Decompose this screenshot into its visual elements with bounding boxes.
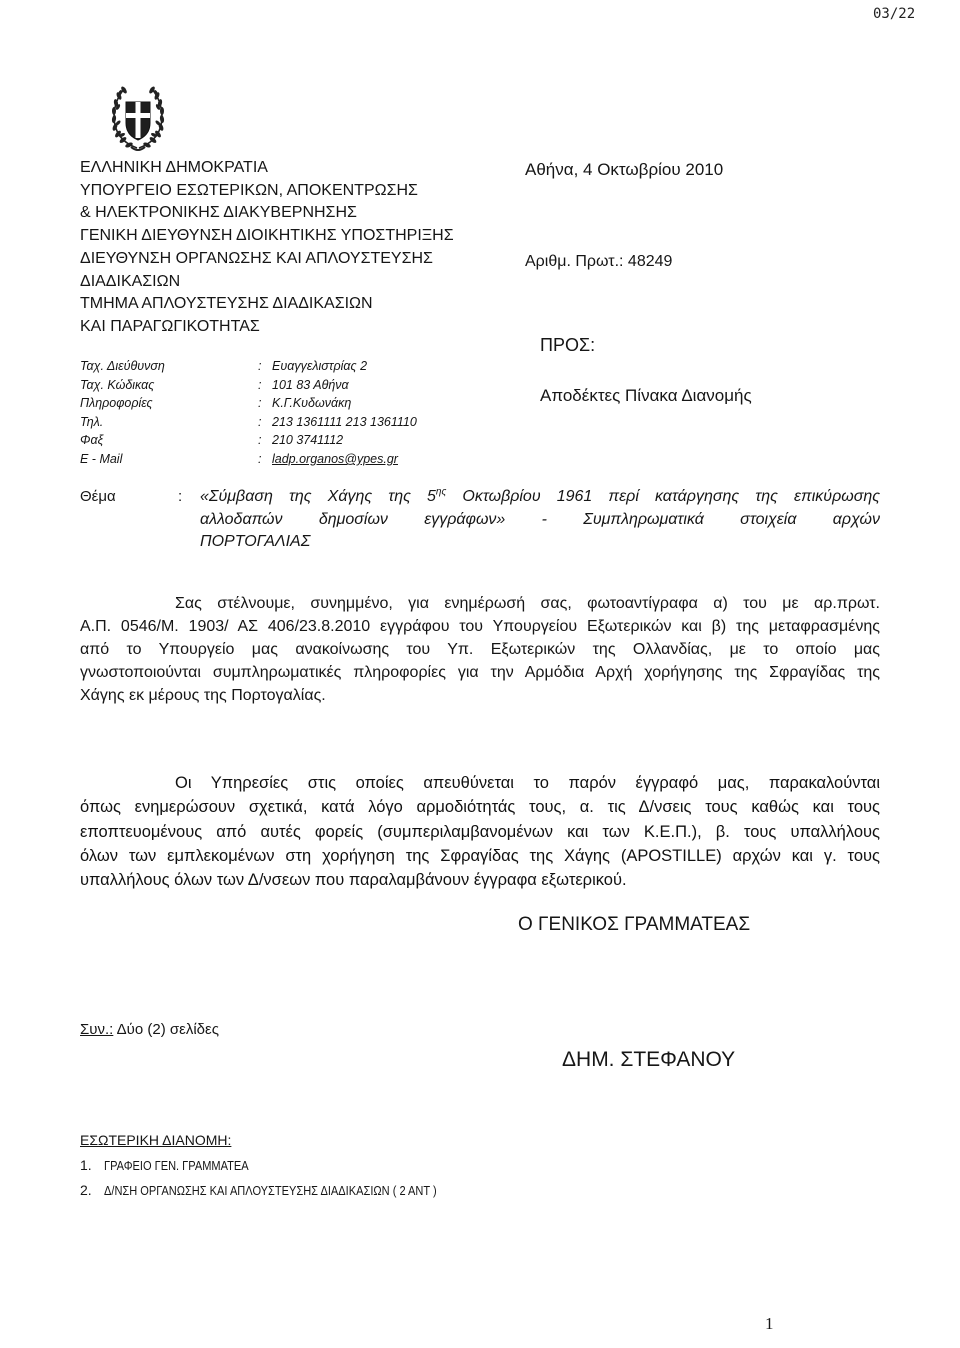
paragraph-line: Α.Π. 0546/Μ. 1903/ ΑΣ 406/23.8.2010 εγγράφου του Υπουργείου Εξωτερικών και β) της μεταφρασμένης bbox=[80, 618, 880, 635]
contact-value: 210 3741112 bbox=[272, 433, 344, 448]
recipient-value: Αποδέκτες Πίνακα Διανομής bbox=[540, 386, 752, 405]
recipient-label: ΠΡΟΣ: bbox=[540, 335, 596, 355]
contact-row-information bbox=[80, 394, 417, 413]
paragraph-line: Χάγης εκ μέρους της Πορτογαλίας. bbox=[80, 687, 326, 704]
list-item-number: 2. bbox=[80, 1182, 92, 1198]
paragraph-line: υπαλλήλους όλων των Δ/νσεων που παραλαμβάνουν έγγραφα εξωτερικού. bbox=[80, 871, 627, 889]
contact-row-fax bbox=[80, 431, 417, 450]
contact-row-email bbox=[80, 450, 417, 469]
paragraph-line: από το Υπουργείο μας ανακοίνωσης του Υπ. Εξωτερικών της Ολλανδίας, με το οποίο μας bbox=[80, 641, 880, 658]
attachments-note bbox=[80, 1020, 219, 1040]
header-line-ministry-cont: & ΗΛΕΚΤΡΟΝΙΚΗΣ ΔΙΑΚΥΒΕΡΝΗΣΗΣ bbox=[80, 204, 357, 222]
contact-details bbox=[80, 357, 417, 469]
header-line-directorate-cont: ΔΙΑΔΙΚΑΣΙΩΝ bbox=[80, 272, 181, 290]
page-number: 1 bbox=[765, 1314, 774, 1333]
header-line-ministry: ΥΠΟΥΡΓΕΙΟ ΕΣΩΤΕΡΙΚΩΝ, ΑΠΟΚΕΝΤΡΩΣΗΣ bbox=[80, 181, 418, 199]
internal-distribution-title: ΕΣΩΤΕΡΙΚΗ ΔΙΑΝΟΜΗ: bbox=[80, 1132, 232, 1148]
shield-with-cross bbox=[126, 102, 150, 140]
place-and-date: Αθήνα, 4 Οκτωβρίου 2010 bbox=[525, 160, 724, 179]
contact-value: 101 83 Αθήνα bbox=[272, 377, 349, 392]
header-line-directorate: ΔΙΕΥΘΥΝΣΗ ΟΡΓΑΝΩΣΗΣ ΚΑΙ ΑΠΛΟΥΣΤΕΥΣΗΣ bbox=[80, 249, 433, 267]
paragraph-line: όλων των εμπλεκομένων στη χορήγηση της Σφραγίδας της Χάγης (APOSTILLE) αρχών και γ. τους bbox=[80, 846, 880, 865]
subject-line-start: «Σύμβαση της Χάγης της 5 bbox=[200, 488, 436, 505]
attachments-label: Συν.: bbox=[80, 1021, 114, 1038]
list-item-text: Δ/ΝΣΗ ΟΡΓΑΝΩΣΗΣ ΚΑΙ ΑΠΛΟΥΣΤΕΥΣΗΣ ΔΙΑΔΙΚΑΣΙΩΝ ( 2 ΑΝΤ ) bbox=[104, 1183, 437, 1198]
issuer-header bbox=[80, 157, 454, 339]
contact-value: 213 1361111 213 1361110 bbox=[272, 414, 417, 429]
contact-separator: : bbox=[258, 359, 262, 373]
protocol-number: Αριθμ. Πρωτ.: 48249 bbox=[525, 253, 673, 270]
contact-label: Ταχ. Κώδικας bbox=[80, 377, 155, 392]
contact-label: Φαξ bbox=[80, 433, 104, 448]
contact-label: Πληροφορίες bbox=[80, 396, 153, 411]
subject-line-end: Οκτωβρίου 1961 περί κατάργησης της επικύρωσης bbox=[446, 488, 881, 505]
body-paragraph-1 bbox=[80, 592, 880, 707]
header-line-department-cont: ΚΑΙ ΠΑΡΑΓΩΓΙΚΟΤΗΤΑΣ bbox=[80, 317, 260, 335]
contact-value: Ευαγγελιστρίας 2 bbox=[272, 359, 368, 373]
attachments-value: Δύο (2) σελίδες bbox=[113, 1021, 219, 1038]
body-paragraph-2 bbox=[80, 771, 880, 892]
contact-row-phone bbox=[80, 413, 417, 432]
contact-separator: : bbox=[258, 377, 262, 392]
list-item bbox=[80, 1153, 495, 1178]
contact-label: Τηλ. bbox=[80, 414, 104, 429]
subject-line: ΠΟΡΤΟΓΑΛΙΑΣ bbox=[200, 533, 311, 550]
contact-value: Κ.Γ.Κυδωνάκη bbox=[272, 396, 352, 411]
subject-separator: : bbox=[178, 488, 183, 505]
contact-row-postcode bbox=[80, 376, 417, 395]
ordinal-suffix: ης bbox=[435, 486, 447, 498]
subject-text bbox=[200, 486, 880, 554]
list-item-text: ΓΡΑΦΕΙΟ ΓΕΝ. ΓΡΑΜΜΑΤΕΑ bbox=[104, 1158, 249, 1173]
contact-label: E - Mail bbox=[80, 451, 123, 466]
header-line-general-directorate: ΓΕΝΙΚΗ ΔΙΕΥΘΥΝΣΗ ΔΙΟΙΚΗΤΙΚΗΣ ΥΠΟΣΤΗΡΙΞΗΣ bbox=[80, 227, 454, 245]
paragraph-line: γνωστοποιούνται συμπληρωματικές πληροφορίες για την Αρμόδια Αρχή χορήγησης της Σφραγίδας της bbox=[80, 664, 880, 681]
signatory-title: Ο ΓΕΝΙΚΟΣ ΓΡΑΜΜΑΤΕΑΣ bbox=[518, 914, 751, 935]
subject-line bbox=[200, 486, 880, 509]
signatory-name: ΔΗΜ. ΣΤΕΦΑΝΟΥ bbox=[562, 1048, 736, 1071]
paragraph-line: εποπτευομένους από αυτές φορείς (συμπεριλαμβανομένων και των Κ.Ε.Π.), β. τους υπαλλήλους bbox=[80, 822, 880, 841]
internal-distribution-list bbox=[80, 1153, 495, 1203]
contact-separator: : bbox=[258, 433, 262, 448]
contact-separator: : bbox=[258, 396, 262, 411]
coat-of-arms-logo bbox=[107, 82, 169, 154]
list-item bbox=[80, 1178, 495, 1203]
paragraph-line: Οι Υπηρεσίες στις οποίες απευθύνεται το παρόν έγγραφό μας, παρακαλούνται bbox=[175, 774, 880, 792]
subject-label: Θέμα bbox=[80, 488, 116, 505]
contact-separator: : bbox=[258, 414, 262, 429]
fax-page-counter: 03/22 bbox=[873, 6, 916, 22]
wreath-ribbon bbox=[131, 147, 145, 150]
contact-separator: : bbox=[258, 451, 262, 466]
contact-row-address bbox=[80, 357, 417, 376]
email-address: ladp.organos@ypes.gr bbox=[272, 451, 398, 466]
contact-label: Ταχ. Διεύθυνση bbox=[80, 359, 165, 373]
subject-line: αλλοδαπών δημοσίων εγγράφων» - Συμπληρωματικά στοιχεία αρχών bbox=[200, 510, 880, 528]
paragraph-line: Σας στέλνουμε, συνημμένο, για ενημέρωσή σας, φωτοαντίγραφα α) του με αρ.πρωτ. bbox=[175, 595, 880, 612]
header-line-state: ΕΛΛΗΝΙΚΗ ΔΗΜΟΚΡΑΤΙΑ bbox=[80, 159, 268, 176]
paragraph-line: όπως ενημερώσουν σχετικά, κατά λόγο αρμοδιότητάς τους, α. τις Δ/νσεις τους καθώς και τους bbox=[80, 798, 880, 817]
header-line-department: ΤΜΗΜΑ ΑΠΛΟΥΣΤΕΥΣΗΣ ΔΙΑΔΙΚΑΣΙΩΝ bbox=[80, 295, 373, 313]
list-item-number: 1. bbox=[80, 1157, 92, 1173]
